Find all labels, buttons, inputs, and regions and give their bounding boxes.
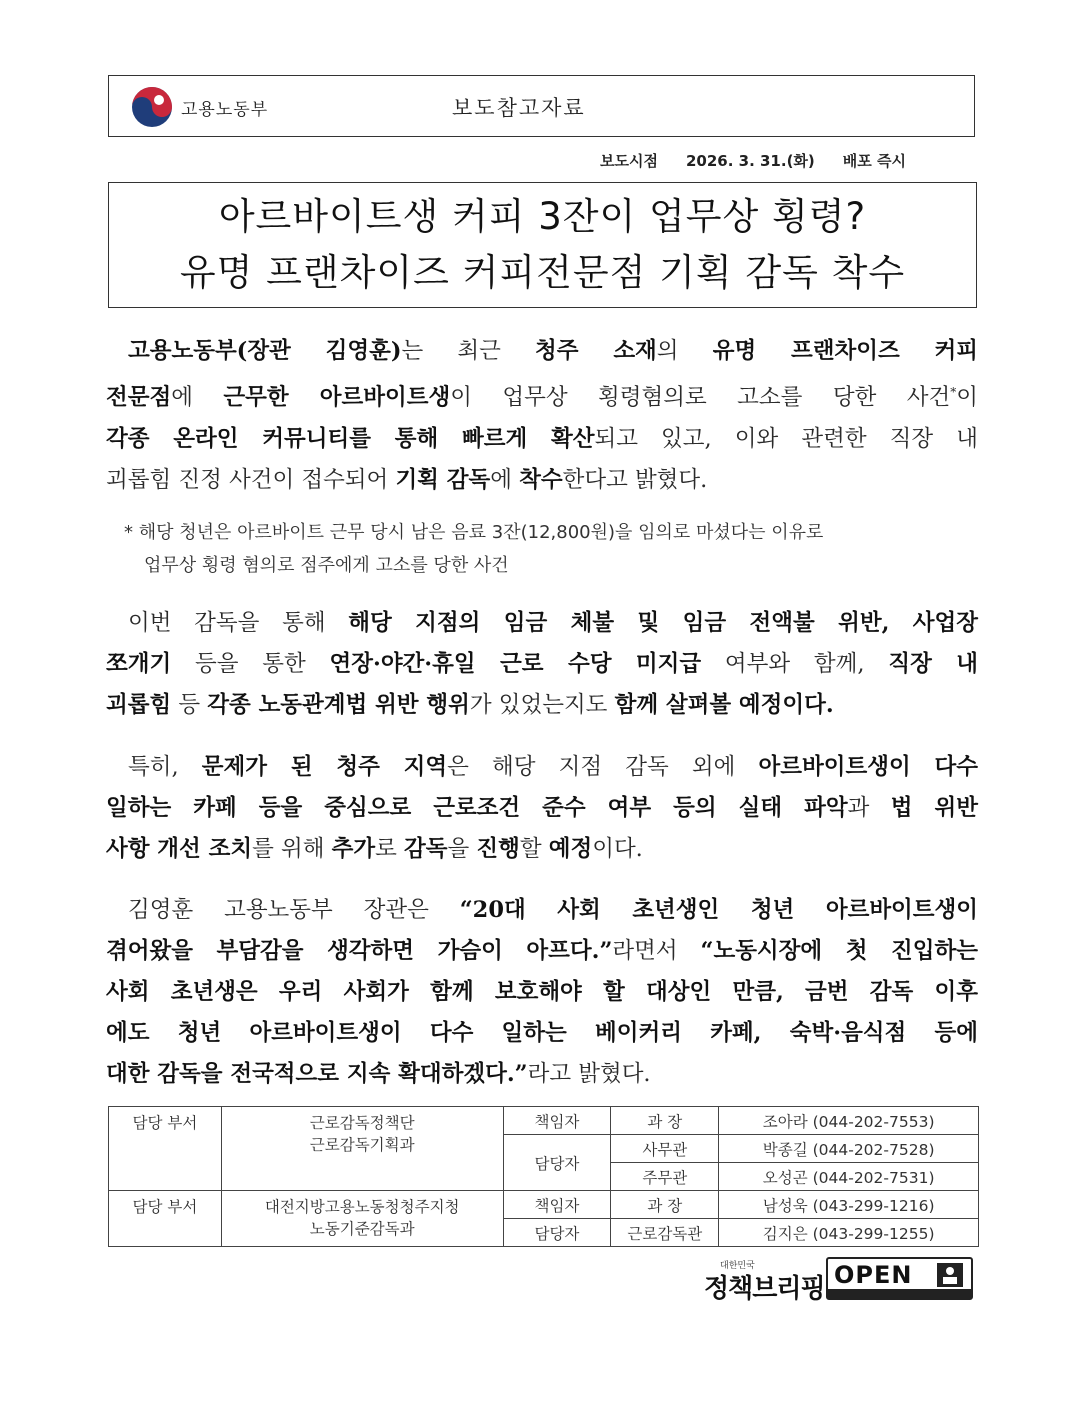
contact-table [108, 1106, 979, 1247]
paragraph-1 [106, 331, 978, 501]
contact-title: 과 장 [611, 1107, 719, 1135]
paragraph-line [106, 1054, 978, 1095]
open-license-bar [828, 1289, 971, 1298]
taegeuk-icon [129, 84, 175, 130]
policy-briefing-country: 대한민국 [720, 1261, 755, 1271]
policy-briefing-logo: 정책브리핑 [704, 1274, 825, 1304]
text-segment: 에 [490, 466, 520, 493]
text-segment: 법 위반 [890, 795, 978, 821]
text-segment: 함께 살펴볼 예정이다. [614, 692, 834, 718]
text-segment: 기획 감독 [395, 466, 491, 493]
dept-1-line-2: 근로감독기획과 [309, 1136, 415, 1154]
document-type: 보도참고자료 [452, 96, 586, 120]
paragraph-3 [106, 747, 978, 870]
text-segment: 괴롭힘 [106, 692, 172, 718]
paragraph-line [106, 419, 978, 460]
text-segment: “노동시장에 첫 진입하는 [700, 938, 978, 964]
paragraph-line [106, 372, 978, 419]
paragraph-2 [106, 603, 978, 726]
dept-2-line-2: 노동기준감독과 [309, 1220, 415, 1238]
dept-2-line-1: 대전지방고용노동청청주지청 [264, 1198, 460, 1216]
dept-2 [221, 1191, 503, 1247]
text-segment: 고용노동부(장관 김영훈) [128, 338, 402, 364]
footnote-line-1: * 해당 청년은 아르바이트 근무 당시 남은 음료 3잔(12,800원)을 임의로 마셨다는 이유로 [124, 522, 824, 543]
text-segment: 되고 있고, 이와 관련한 직장 내 [594, 425, 978, 452]
dept-1-line-1: 근로감독정책단 [309, 1114, 415, 1132]
text-segment: 착수 [519, 466, 563, 493]
contact-title: 근로감독관 [611, 1219, 719, 1247]
open-license-logo [826, 1257, 973, 1300]
text-segment: 에 [171, 384, 224, 411]
text-segment: 를 위해 [252, 836, 332, 862]
text-segment: 청주 소재 [535, 338, 657, 364]
text-segment: 각종 노동관계법 위반 행위 [207, 692, 470, 718]
header-box [108, 75, 975, 137]
footnote [124, 516, 980, 582]
paragraph-line [106, 331, 978, 372]
paragraph-line [106, 829, 978, 870]
text-segment: 추가 [331, 836, 376, 862]
paragraph-line [106, 747, 978, 788]
text-segment: 직장 내 [888, 651, 978, 677]
paragraph-line [106, 644, 978, 685]
text-segment: 이다. [592, 836, 643, 862]
text-segment: 등을 통한 [171, 651, 330, 677]
text-segment: 대한 감독을 전국적으로 지속 확대하겠다.” [106, 1061, 528, 1087]
text-segment: 아르바이트생이 다수 [758, 754, 978, 780]
role-head-1: 책임자 [503, 1107, 611, 1135]
paragraph-line [106, 685, 978, 726]
text-segment: 에도 청년 아르바이트생이 다수 일하는 베이커리 카페, 숙박·음식점 등에 [106, 1020, 978, 1046]
text-segment: 등 [171, 692, 208, 718]
text-segment: 사항 개선 조치 [106, 836, 253, 862]
text-segment: 사회 초년생은 우리 사회가 함께 보호해야 할 대상인 만큼, 금번 감독 이후 [106, 979, 978, 1005]
ministry-logo [129, 84, 268, 130]
release-label: 보도시점 [600, 152, 658, 170]
contact-person: 박종길 (044-202-7528) [719, 1135, 979, 1163]
contact-title: 사무관 [611, 1135, 719, 1163]
text-segment: 을 [447, 836, 477, 862]
text-segment: 이 업무상 횡령혐의로 고소를 당한 사건 [450, 384, 951, 411]
text-segment: 의 [656, 338, 713, 364]
role-staff-2: 담당자 [503, 1219, 611, 1247]
release-info [600, 150, 960, 171]
text-segment: 할 [519, 836, 549, 862]
text-segment: 라고 밝혔다. [527, 1061, 651, 1087]
text-segment: 은 해당 지점 감독 외에 [447, 754, 759, 780]
paragraph-line [106, 460, 978, 501]
text-segment: 로 [375, 836, 404, 862]
contact-person: 오성곤 (044-202-7531) [719, 1163, 979, 1191]
paragraph-4 [106, 890, 978, 1095]
footnote-line-2: 업무상 횡령 혐의로 점주에게 고소를 당한 사건 [144, 555, 509, 576]
paragraph-line [106, 603, 978, 644]
text-segment: 진행 [476, 836, 520, 862]
contact-person: 남성욱 (043-299-1216) [719, 1191, 979, 1219]
contact-person: 조아라 (044-202-7553) [719, 1107, 979, 1135]
text-segment: 여부와 함께, [701, 651, 889, 677]
paragraph-line [106, 972, 978, 1013]
text-segment: 근무한 아르바이트생 [223, 384, 451, 411]
text-segment: 유명 프랜차이즈 커피 [712, 338, 978, 364]
title-box [108, 182, 977, 308]
text-segment: 는 최근 [401, 338, 536, 364]
paragraph-line [106, 931, 978, 972]
license-type-icon [937, 1263, 963, 1287]
text-segment: 감독 [403, 836, 448, 862]
text-segment: 전문점 [106, 384, 172, 411]
text-segment: 문제가 된 청주 지역 [201, 754, 448, 780]
text-segment: 김영훈 고용노동부 장관은 [128, 897, 460, 923]
text-segment: 해당 지점의 임금 체불 및 임금 전액불 위반, 사업장 [348, 610, 978, 636]
contact-person: 김지은 (043-299-1255) [719, 1219, 979, 1247]
text-segment: 이 [956, 384, 978, 411]
text-segment: 과 [847, 795, 891, 821]
text-segment: 겪어왔을 부담감을 생각하면 가슴이 아프다.” [106, 938, 613, 964]
text-segment: 연장·야간·휴일 근로 수당 미지급 [329, 651, 702, 677]
text-segment: 가 있었는지도 [469, 692, 615, 718]
dept-label-2: 담당 부서 [109, 1191, 222, 1247]
paragraph-line [106, 1013, 978, 1054]
ministry-name: 고용노동부 [181, 99, 269, 120]
paragraph-line [106, 788, 978, 829]
text-segment: 라면서 [612, 938, 701, 964]
text-segment: 이번 감독을 통해 [128, 610, 349, 636]
text-segment: 괴롭힘 진정 사건이 접수되어 [106, 466, 396, 493]
text-segment: 특히, [128, 754, 202, 780]
open-label: OPEN [834, 1261, 913, 1289]
text-segment: 일하는 카페 등을 중심으로 근로조건 준수 여부 등의 실태 파악 [106, 795, 848, 821]
title-line-1: 아르바이트생 커피 3잔이 업무상 횡령? [218, 195, 867, 238]
text-segment: 쪼개기 [106, 651, 172, 677]
text-segment: “20대 사회 초년생인 청년 아르바이트생이 [459, 897, 978, 923]
release-date: 2026. 3. 31.(화) [685, 152, 815, 170]
contact-title: 과 장 [611, 1191, 719, 1219]
dept-1 [221, 1107, 503, 1191]
text-segment: 각종 온라인 커뮤니티를 통해 빠르게 확산 [106, 425, 595, 452]
dept-label-1: 담당 부서 [109, 1107, 222, 1191]
text-segment: 예정 [548, 836, 593, 862]
text-segment: 한다고 밝혔다. [562, 466, 708, 493]
text-segment: * [950, 385, 957, 399]
release-note: 배포 즉시 [842, 152, 906, 170]
role-staff-1: 담당자 [503, 1135, 611, 1191]
title-line-2: 유명 프랜차이즈 커피전문점 기획 감독 착수 [179, 251, 906, 294]
role-head-2: 책임자 [503, 1191, 611, 1219]
contact-title: 주무관 [611, 1163, 719, 1191]
paragraph-line [106, 890, 978, 931]
